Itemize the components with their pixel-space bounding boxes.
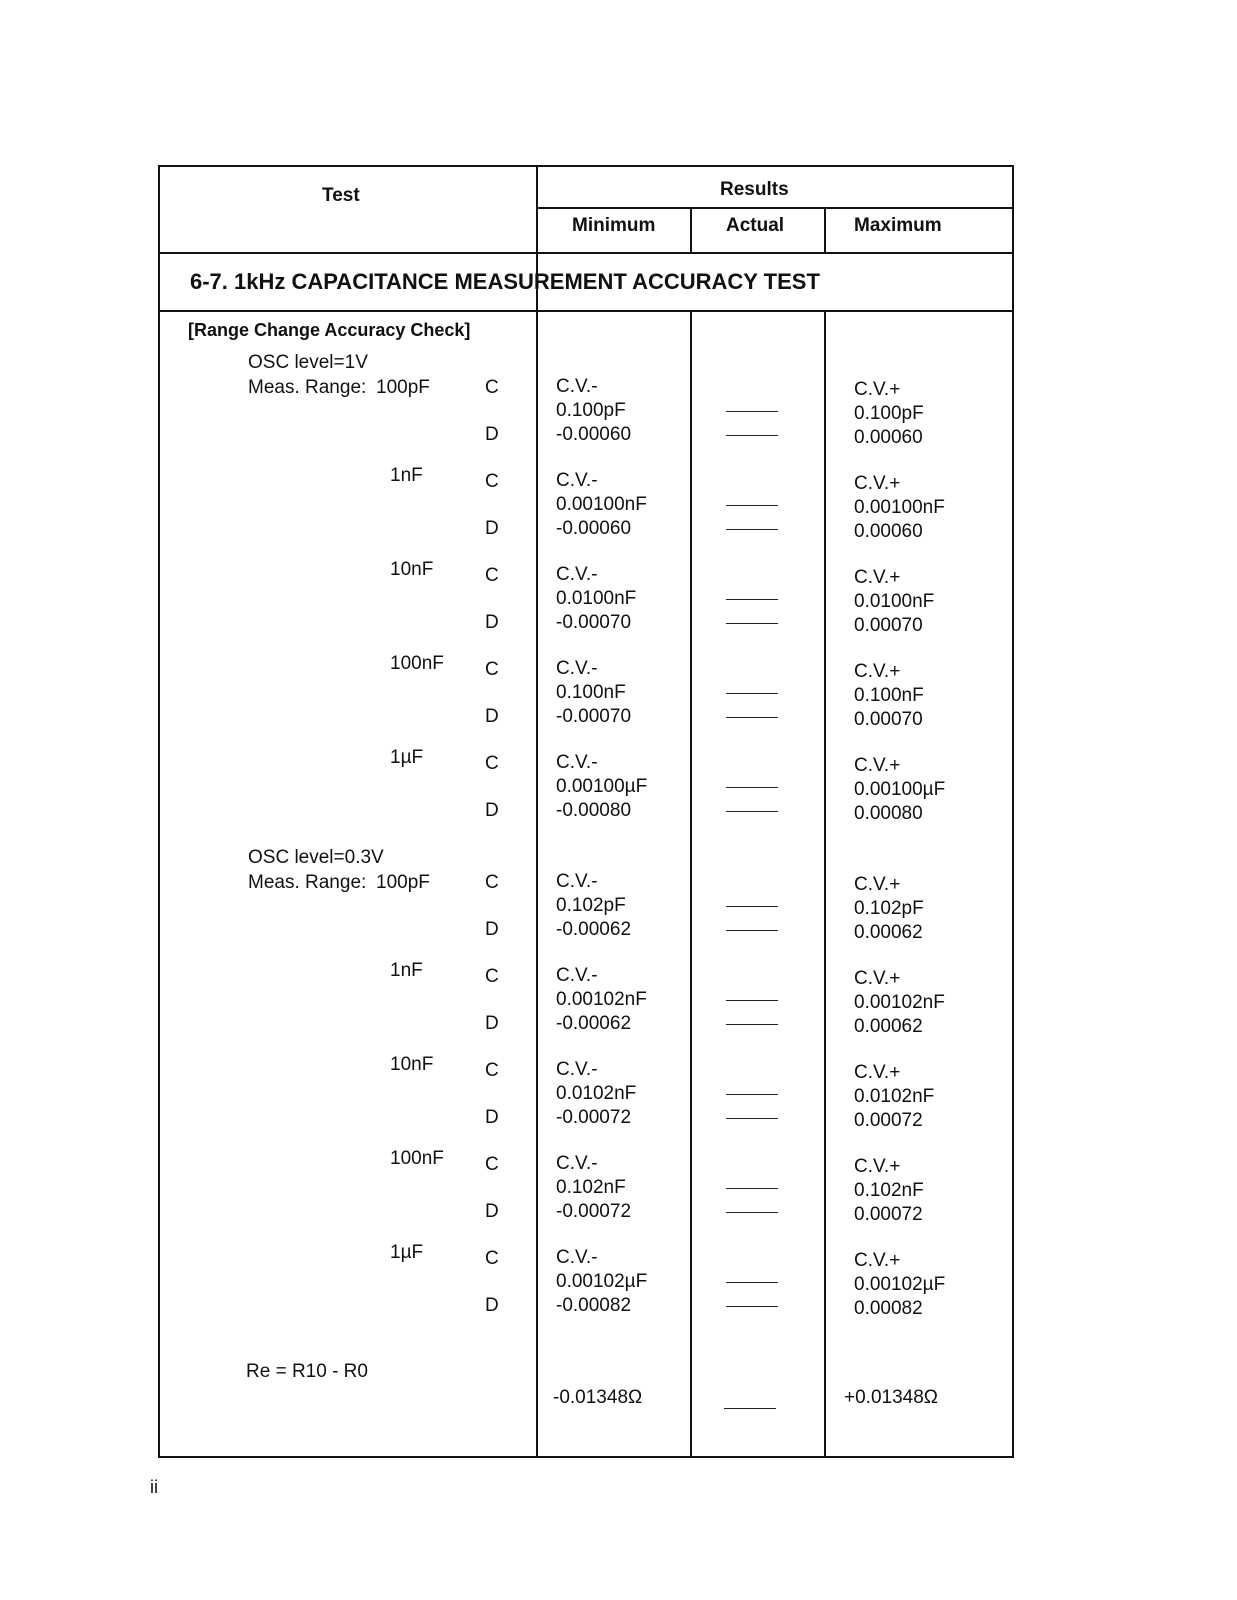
header-results: Results (720, 179, 789, 200)
c-min-line2: 0.00102µF (556, 1271, 648, 1292)
c-actual-blank[interactable] (726, 906, 778, 907)
param-d-label: D (485, 706, 499, 727)
param-d-label: D (485, 424, 499, 445)
header-test: Test (322, 185, 360, 206)
d-min-value: -0.00060 (556, 424, 632, 445)
d-actual-blank[interactable] (726, 1306, 778, 1307)
c-actual-blank[interactable] (726, 599, 778, 600)
c-max-line1: C.V.+ (854, 661, 901, 682)
col-divider-min-actual-body (690, 310, 692, 1456)
header-bottom-divider (160, 252, 1012, 254)
d-max-value: 0.00062 (854, 1016, 923, 1037)
c-max-line1: C.V.+ (854, 1062, 901, 1083)
c-max-line2: 0.00100µF (854, 779, 946, 800)
d-actual-blank[interactable] (726, 1212, 778, 1213)
osc-level-label: OSC level=0.3V (248, 847, 384, 868)
col-divider-min-actual (690, 207, 692, 252)
c-min-line2: 0.102nF (556, 1177, 626, 1198)
c-min-line1: C.V.- (556, 1153, 598, 1174)
param-d-label: D (485, 919, 499, 940)
d-max-value: 0.00080 (854, 803, 923, 824)
c-min-line1: C.V.- (556, 965, 598, 986)
d-actual-blank[interactable] (726, 1118, 778, 1119)
d-min-value: -0.00072 (556, 1107, 632, 1128)
c-min-line2: 0.100pF (556, 400, 626, 421)
d-max-value: 0.00072 (854, 1204, 923, 1225)
param-d-label: D (485, 1013, 499, 1034)
d-max-value: 0.00070 (854, 615, 923, 636)
c-min-line2: 0.100nF (556, 682, 626, 703)
c-min-line2: 0.0100nF (556, 588, 637, 609)
param-d-label: D (485, 800, 499, 821)
param-d-label: D (485, 612, 499, 633)
col-divider-actual-max-body (824, 310, 826, 1456)
results-header-divider (536, 207, 1012, 209)
d-max-value: 0.00062 (854, 922, 923, 943)
d-min-value: -0.00062 (556, 1013, 632, 1034)
meas-range-value: 100nF (390, 653, 444, 674)
c-min-line2: 0.102pF (556, 895, 626, 916)
c-max-line2: 0.102pF (854, 898, 924, 919)
header-maximum: Maximum (854, 215, 942, 236)
re-min: -0.01348Ω (553, 1387, 643, 1408)
d-actual-blank[interactable] (726, 1024, 778, 1025)
c-max-line1: C.V.+ (854, 567, 901, 588)
c-max-line1: C.V.+ (854, 968, 901, 989)
meas-range-value: 1nF (390, 960, 423, 981)
meas-range-value: 10nF (390, 559, 434, 580)
meas-range-value: 1µF (390, 747, 424, 768)
param-c-label: C (485, 872, 499, 893)
param-c-label: C (485, 1060, 499, 1081)
c-max-line2: 0.102nF (854, 1180, 924, 1201)
d-min-value: -0.00062 (556, 919, 632, 940)
param-c-label: C (485, 1154, 499, 1175)
c-min-line1: C.V.- (556, 470, 598, 491)
c-max-line2: 0.100pF (854, 403, 924, 424)
test-record-table (158, 165, 1014, 1458)
c-actual-blank[interactable] (726, 1094, 778, 1095)
param-c-label: C (485, 966, 499, 987)
c-actual-blank[interactable] (726, 787, 778, 788)
c-max-line2: 0.0102nF (854, 1086, 935, 1107)
d-actual-blank[interactable] (726, 435, 778, 436)
meas-range-value: 100pF (376, 872, 430, 893)
meas-range-prefix: Meas. Range: (248, 872, 367, 893)
c-actual-blank[interactable] (726, 1188, 778, 1189)
c-actual-blank[interactable] (726, 1000, 778, 1001)
c-min-line1: C.V.- (556, 376, 598, 397)
re-label: Re = R10 - R0 (246, 1361, 368, 1382)
meas-range-value: 100pF (376, 377, 430, 398)
header-actual: Actual (726, 215, 785, 236)
c-max-line1: C.V.+ (854, 874, 901, 895)
d-actual-blank[interactable] (726, 717, 778, 718)
c-max-line1: C.V.+ (854, 473, 901, 494)
d-max-value: 0.00060 (854, 521, 923, 542)
d-min-value: -0.00070 (556, 706, 632, 727)
meas-range-prefix: Meas. Range: (248, 377, 367, 398)
osc-level-label: OSC level=1V (248, 352, 368, 373)
c-min-line1: C.V.- (556, 871, 598, 892)
header-minimum: Minimum (572, 215, 656, 236)
meas-range-value: 1µF (390, 1242, 424, 1263)
section-title-divider (160, 310, 1012, 312)
subsection-title: [Range Change Accuracy Check] (188, 320, 471, 340)
param-d-label: D (485, 1107, 499, 1128)
c-actual-blank[interactable] (726, 693, 778, 694)
section-title: 6-7. 1kHz CAPACITANCE MEASUREMENT ACCURACY TEST (190, 269, 820, 294)
c-max-line1: C.V.+ (854, 755, 901, 776)
param-c-label: C (485, 1248, 499, 1269)
c-actual-blank[interactable] (726, 411, 778, 412)
c-max-line2: 0.00100nF (854, 497, 945, 518)
meas-range-value: 100nF (390, 1148, 444, 1169)
c-min-line2: 0.00100µF (556, 776, 648, 797)
d-actual-blank[interactable] (726, 623, 778, 624)
c-min-line1: C.V.- (556, 752, 598, 773)
col-divider-actual-max (824, 207, 826, 252)
meas-range-value: 1nF (390, 465, 423, 486)
d-actual-blank[interactable] (726, 930, 778, 931)
page-number: ii (150, 1477, 158, 1497)
c-max-line1: C.V.+ (854, 1156, 901, 1177)
param-c-label: C (485, 471, 499, 492)
c-min-line2: 0.0102nF (556, 1083, 637, 1104)
c-min-line1: C.V.- (556, 658, 598, 679)
d-actual-blank[interactable] (726, 529, 778, 530)
c-min-line2: 0.00102nF (556, 989, 647, 1010)
col-divider-test-results (536, 167, 538, 1456)
d-max-value: 0.00060 (854, 427, 923, 448)
re-actual-blank[interactable] (724, 1408, 776, 1409)
c-max-line1: C.V.+ (854, 379, 901, 400)
param-c-label: C (485, 377, 499, 398)
param-c-label: C (485, 565, 499, 586)
d-max-value: 0.00072 (854, 1110, 923, 1131)
c-min-line1: C.V.- (556, 1059, 598, 1080)
c-max-line2: 0.00102µF (854, 1274, 946, 1295)
d-min-value: -0.00070 (556, 612, 632, 633)
d-min-value: -0.00082 (556, 1295, 632, 1316)
d-max-value: 0.00082 (854, 1298, 923, 1319)
c-actual-blank[interactable] (726, 505, 778, 506)
c-max-line2: 0.100nF (854, 685, 924, 706)
meas-range-value: 10nF (390, 1054, 434, 1075)
d-min-value: -0.00072 (556, 1201, 632, 1222)
d-max-value: 0.00070 (854, 709, 923, 730)
c-max-line1: C.V.+ (854, 1250, 901, 1271)
param-d-label: D (485, 1295, 499, 1316)
c-max-line2: 0.0100nF (854, 591, 935, 612)
c-min-line1: C.V.- (556, 564, 598, 585)
param-c-label: C (485, 659, 499, 680)
param-c-label: C (485, 753, 499, 774)
c-max-line2: 0.00102nF (854, 992, 945, 1013)
c-actual-blank[interactable] (726, 1282, 778, 1283)
c-min-line2: 0.00100nF (556, 494, 647, 515)
d-min-value: -0.00080 (556, 800, 632, 821)
param-d-label: D (485, 518, 499, 539)
c-min-line1: C.V.- (556, 1247, 598, 1268)
param-d-label: D (485, 1201, 499, 1222)
d-actual-blank[interactable] (726, 811, 778, 812)
d-min-value: -0.00060 (556, 518, 632, 539)
re-max: +0.01348Ω (844, 1387, 938, 1408)
